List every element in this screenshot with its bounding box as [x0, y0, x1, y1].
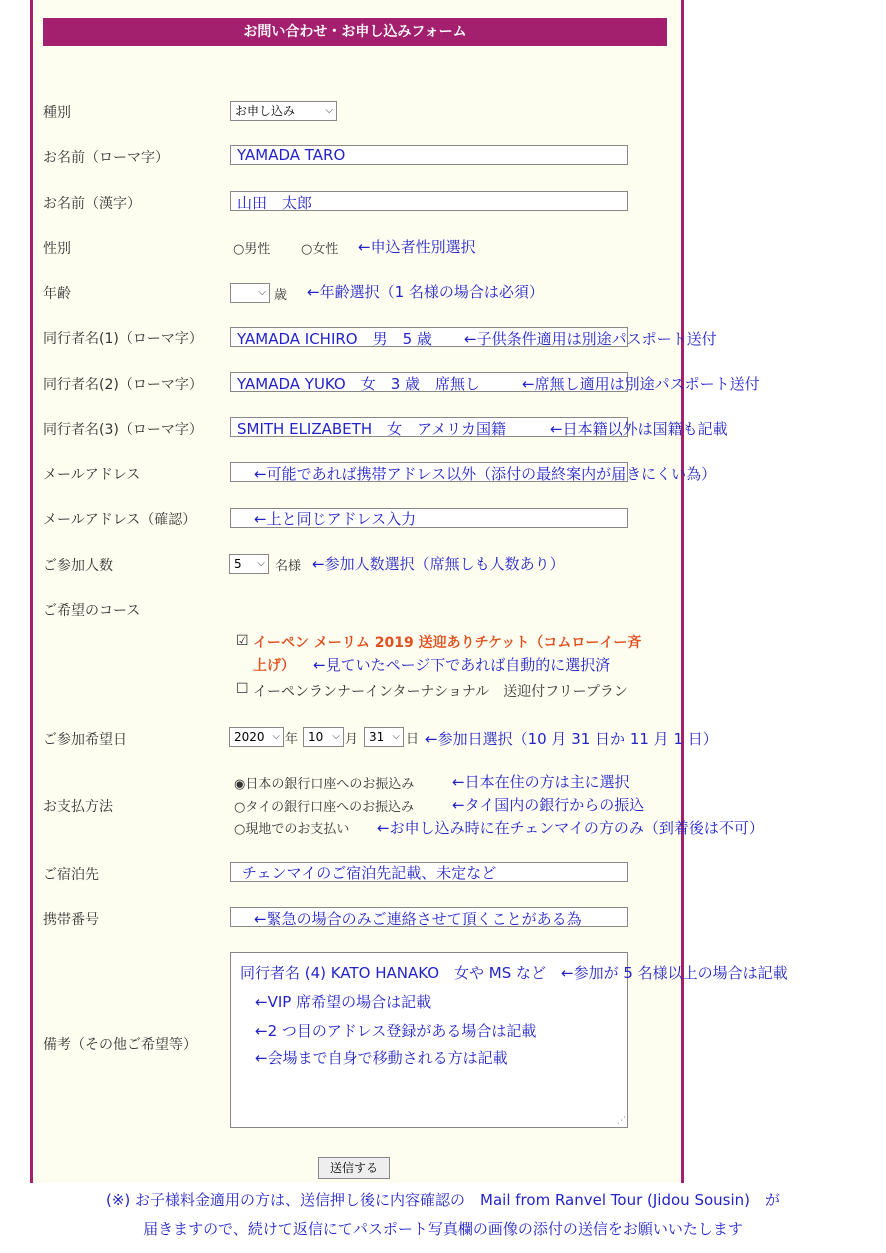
day-select[interactable] — [364, 727, 404, 747]
email-note: ←可能であれば携帯アドレス以外（添付の最終案内が届きにくい為） — [254, 465, 717, 483]
companion1-label: 同行者名(1)（ローマ字） — [43, 331, 203, 347]
day-select-value: 31 — [369, 730, 385, 744]
day-unit: 日 — [406, 732, 420, 747]
year-select-value: 2020 — [234, 730, 265, 744]
companion2-value: YAMADA YUKO 女 3 歳 席無し — [237, 375, 481, 393]
companion3-note: ←日本籍以外は国籍も記載 — [550, 420, 728, 438]
mobile-label: 携帯番号 — [43, 912, 99, 928]
participants-select[interactable] — [229, 554, 269, 574]
course-option1-label: イーペン メーリム 2019 送迎ありチケット（コムローイー斉 — [253, 635, 642, 651]
hotel-label: ご宿泊先 — [43, 867, 99, 883]
remarks-line4: ←会場まで自身で移動される方は記載 — [255, 1049, 508, 1067]
submit-button[interactable]: 送信する — [318, 1157, 390, 1179]
companion1-value: YAMADA ICHIRO 男 5 歳 — [237, 330, 432, 348]
remarks-line2: ←VIP 席希望の場合は記載 — [255, 993, 432, 1011]
age-note: ←年齢選択（1 名様の場合は必須） — [307, 283, 544, 301]
footer-line1: (※) お子様料金適用の方は、送信押し後に内容確認の Mail from Ranvel Tour (Jidou Sousin) が — [106, 1191, 780, 1209]
month-select[interactable] — [303, 727, 344, 747]
year-select[interactable] — [229, 727, 284, 747]
chevron-down-icon: ⌵ — [325, 105, 333, 116]
date-label: ご参加希望日 — [43, 732, 127, 748]
chevron-down-icon: ⌵ — [272, 731, 280, 742]
remarks-line3: ←2 つ目のアドレス登録がある場合は記載 — [255, 1022, 537, 1040]
form-title: お問い合わせ・お申し込みフォーム — [43, 18, 667, 46]
hotel-value: チェンマイのご宿泊先記載、未定など — [242, 864, 497, 882]
email-confirm-label: メールアドレス（確認） — [43, 512, 197, 528]
name-roman-value: YAMADA TARO — [237, 146, 346, 164]
companion3-label: 同行者名(3)（ローマ字） — [43, 422, 203, 438]
payment-opt3-note: ←お申し込み時に在チェンマイの方のみ（到着後は不可） — [377, 819, 764, 837]
remarks-line1: 同行者名 (4) KATO HANAKO 女や MS など ←参加が 5 名様以上の場合は記載 — [240, 964, 788, 982]
month-select-value: 10 — [308, 730, 324, 744]
gender-label: 性別 — [43, 241, 71, 257]
participants-label: ご参加人数 — [43, 558, 113, 574]
gender-male-radio[interactable]: ○男性 — [233, 242, 271, 257]
date-note: ←参加日選択（10 月 31 日か 11 月 1 日） — [425, 730, 718, 748]
participants-unit: 名様 — [275, 559, 302, 574]
payment-bank-thai-radio[interactable]: ○タイの銀行口座へのお振込み — [234, 800, 415, 815]
course-option1-note: ←見ていたページ下であれば自動的に選択済 — [313, 656, 611, 674]
course-option2-checkbox[interactable]: ☐ — [236, 681, 249, 697]
chevron-down-icon: ⌵ — [258, 287, 266, 298]
month-unit: 月 — [345, 732, 359, 747]
chevron-down-icon: ⌵ — [257, 558, 265, 569]
companion1-note: ←子供条件適用は別途パスポート送付 — [464, 330, 717, 348]
email-confirm-note: ←上と同じアドレス入力 — [254, 510, 417, 528]
payment-label: お支払方法 — [43, 799, 113, 815]
course-option1-label-cont: 上げ） — [253, 658, 295, 674]
mobile-note: ←緊急の場合のみご連絡させて頂くことがある為 — [254, 910, 582, 928]
companion2-note: ←席無し適用は別途パスポート送付 — [522, 375, 760, 393]
chevron-down-icon: ⌵ — [332, 731, 340, 742]
email-label: メールアドレス — [43, 467, 141, 483]
payment-opt2-note: ←タイ国内の銀行からの振込 — [452, 796, 645, 814]
footer-line2: 届きますので、続けて返信にてパスポート写真欄の画像の添付の送信をお願いいたします — [143, 1220, 743, 1238]
name-roman-label: お名前（ローマ字） — [43, 150, 169, 166]
chevron-down-icon: ⌵ — [392, 731, 400, 742]
participants-select-value: 5 — [234, 557, 242, 571]
payment-bank-japan-radio[interactable]: ◉日本の銀行口座へのお振込み — [234, 777, 415, 792]
age-unit: 歳 — [274, 288, 288, 303]
course-option1-checkbox[interactable]: ☑ — [236, 633, 249, 649]
course-option2-label: イーペンランナーインターナショナル 送迎付フリープラン — [253, 684, 628, 700]
resize-handle-icon[interactable]: ⋰ — [617, 1116, 626, 1126]
age-label: 年齢 — [43, 286, 71, 302]
year-unit: 年 — [285, 732, 299, 747]
course-label: ご希望のコース — [43, 603, 141, 619]
age-select[interactable] — [230, 283, 270, 303]
participants-note: ←参加人数選択（席無しも人数あり） — [312, 555, 565, 573]
payment-local-radio[interactable]: ○現地でのお支払い — [234, 822, 350, 837]
type-select[interactable] — [230, 101, 337, 121]
name-kanji-value: 山田 太郎 — [237, 194, 313, 212]
payment-opt1-note: ←日本在住の方は主に選択 — [452, 773, 630, 791]
companion3-value: SMITH ELIZABETH 女 アメリカ国籍 — [237, 420, 507, 438]
companion2-label: 同行者名(2)（ローマ字） — [43, 377, 203, 393]
type-select-value: お申し込み — [235, 104, 296, 118]
remarks-label: 備考（その他ご希望等） — [43, 1037, 197, 1053]
gender-female-radio[interactable]: ○女性 — [301, 242, 339, 257]
gender-note: ←申込者性別選択 — [358, 238, 476, 256]
type-label: 種別 — [43, 105, 71, 121]
name-kanji-label: お名前（漢字） — [43, 196, 141, 212]
